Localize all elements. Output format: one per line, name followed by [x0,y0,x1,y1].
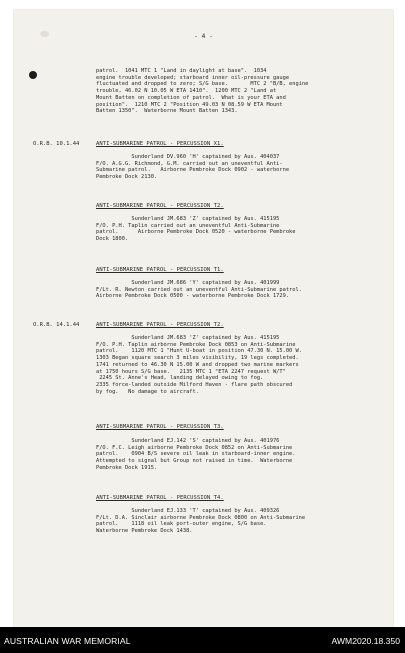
document-page [14,10,393,627]
text-line: 1303 Began square search 3 miles visibility, 19 legs completed. [96,355,299,362]
text-line: Attempted to signal but Group not raised in time. Waterborne [96,458,293,465]
text-line: F/O. P.H. Taplin airborne Pembroke Dock 0853 on Anti-Submarine [96,341,296,348]
text-line: Sunderland EJ.142 'S' captained by Aus. 401976 [96,438,280,444]
page-number: - 4 - [194,33,213,40]
text-line: engine trouble developed; starboard inner oil-pressure gauge [96,74,290,81]
text-line: F/Lt. D.A. Sinclair airborne Pembroke Dock 0800 on Anti-Submarine [96,514,306,521]
text-line: position". 1210 MTC 2 "Position 49.03 N 08.59 W ETA Mount [96,101,283,108]
text-line: F/O. F.C. Leigh airborne Pembroke Dock 0852 on Anti-Submarine [96,444,293,451]
text-line: F/O. A.G.G. Richmond, G.M. carried out an uneventful Anti- [96,160,283,167]
text-line: Submarine patrol. Airborne Pembroke Dock 0902 - waterborne [96,167,290,174]
entry-heading: ANTI-SUBMARINE PATROL - PERCUSSION T2. [96,203,224,209]
text-line: patrol. 1041 MTC 1 "Land in daylight at base". 1034 [96,68,267,74]
intro-paragraph [96,68,376,115]
entry-heading: ANTI-SUBMARINE PATROL - PERCUSSION T1. [96,267,224,273]
entry-heading: ANTI-SUBMARINE PATROL - PERCUSSION X1. [96,141,224,147]
text-line: at 1750 hours S/G base. 2135 MTC 1 "ETA 2247 request W/T" [96,368,286,375]
text-line: 2335 force-landed outside Milford Haven - flare path obscured [96,381,293,388]
punch-hole [29,71,37,79]
entry-heading: ANTI-SUBMARINE PATROL - PERCUSSION T3. [96,424,224,430]
text-line: 1741 returned to 46.30 N 15.00 W and dropped two marine markers [96,361,299,368]
text-line: Sunderland EJ.133 'T' captained by Aus. 409326 [96,508,280,514]
text-line: patrol. 1120 MTC 1 "Hunt U-boat in position 47.30 N. 15.00 W. [96,348,302,355]
text-line: Pembroke Dock 1915. [96,464,158,471]
entry-date: O.R.B. 14.1.44 [33,322,80,328]
text-line: F/O. P.H. Taplin carried out an uneventful Anti-Submarine [96,222,280,229]
footer-bar [0,627,405,653]
entry-heading: ANTI-SUBMARINE PATROL - PERCUSSION T4. [96,495,224,501]
text-line: patrol. 1118 oil leak port-outer engine, S/G base. [96,521,267,528]
reference-number: AWM2020.18.350 [331,636,400,646]
text-line: Mount Batten on completion of patrol. What is your ETA and [96,94,286,101]
entry-body [96,508,376,535]
text-line: Batten 1350". Waterborne Mount Batten 1343. [96,108,238,115]
entry-date: O.R.B. 10.1.44 [33,141,80,147]
text-line: Sunderland JM.683 'Z' captained by Aus. 415195 [96,335,280,341]
entry-body [96,216,376,243]
text-line: Waterborne Pembroke Dock 1438. [96,528,193,535]
entry-heading: ANTI-SUBMARINE PATROL - PERCUSSION T2. [96,322,224,328]
text-line: 2245 St. Anne's Head, landing delayed owing to fog. [96,375,264,382]
text-line: Dock 1800. [96,236,129,243]
text-line: F/Lt. R. Newton carried out an uneventful Anti-Submarine patrol. [96,286,302,293]
institution-name: AUSTRALIAN WAR MEMORIAL [4,636,131,646]
text-line: Sunderland JM.686 'Y' captained by Aus. 401999 [96,280,280,286]
text-line: Pembroke Dock 2130. [96,174,158,181]
entry-body [96,335,376,395]
text-line: Airborne Pembroke Dock 0500 - waterborne Pembroke Dock 1729. [96,293,290,300]
text-line: by fog. No damage to aircraft. [96,388,199,395]
entry-body [96,154,376,181]
text-line: patrol. Airborne Pembroke Dock 0520 - waterborne Pembroke [96,229,296,236]
text-line: Sunderland JM.683 'Z' captained by Aus. 415195 [96,216,280,222]
text-line: fluctuated and dropped to zero; S/G base. MTC 2 "B/B, engine [96,81,309,88]
entry-body [96,438,376,472]
text-line: patrol. 0904 B/S severe oil leak in starboard-inner engine. [96,451,296,458]
text-line: trouble, 46.02 N 10.05 W ETA 1410". 1200 MTC 2 "Land at [96,88,277,95]
entry-body [96,280,376,300]
text-line: Sunderland DV.960 'H' captained by Aus. 404037 [96,154,280,160]
